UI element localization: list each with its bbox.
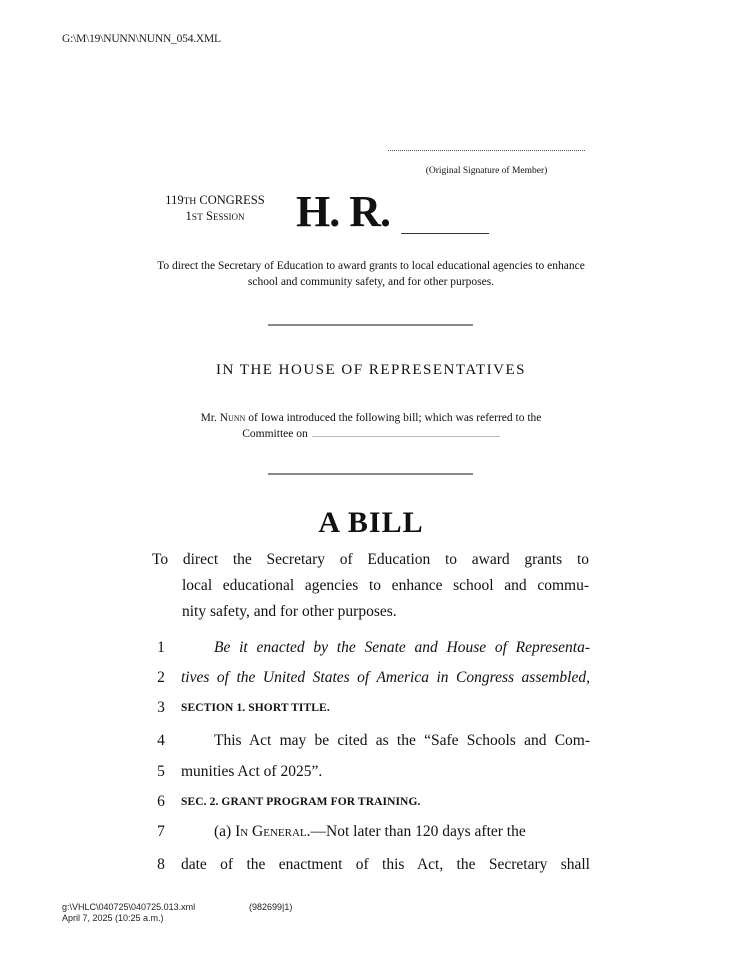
chamber-heading: IN THE HOUSE OF REPRESENTATIVES [215,362,527,378]
congress-line: 119TH CONGRESS [165,193,265,207]
line-number: 3 [157,699,165,716]
document-footer [62,902,293,924]
bill-line [150,759,590,785]
bill-text: munities Act of 2025”. [181,763,323,780]
bill-summary: To direct the Secretary of Education to award grants to local educational agencies to enhance school and community safety, and for other purposes. [157,260,585,288]
bill-line [150,789,590,815]
bill-number-prefix: H. R. [296,187,390,236]
line-number: 1 [157,639,165,656]
section-heading: SEC. 2. GRANT PROGRAM FOR TRAINING. [181,796,421,808]
footer-path: g:\VHLC\040725\040725.013.xml [62,902,196,912]
bill-number-blank [401,233,489,234]
divider-rule [268,473,473,475]
bill-line [150,695,590,721]
introduction-text: Mr. Nunn of Iowa introduced the following bill; which was referred to the Committee on [200,412,542,440]
footer-code: (982699|1) [249,902,293,912]
signature-label: (Original Signature of Member) [425,166,548,176]
bill-line [150,635,590,661]
bill-line [150,665,590,691]
subsection-heading: In General [235,823,307,840]
bill-heading: A BILL [318,506,424,539]
bill-text: This Act may be cited as the “Safe Schools and Com- [214,732,590,749]
footer-date: April 7, 2025 (10:25 a.m.) [62,913,164,923]
bill-line [150,852,590,878]
bill-line [150,728,590,754]
line-number: 6 [157,793,165,810]
line-number: 8 [157,856,165,873]
signature-line [388,150,585,151]
line-number: 2 [157,669,165,686]
line-number: 5 [157,763,165,780]
line-number: 7 [157,823,165,840]
bill-text: date of the enactment of this Act, the Secretary shall [181,856,590,873]
divider-rule [268,324,473,326]
bill-line [150,819,590,845]
enacting-clause: tives of the United States of America in Congress assembled, [181,669,590,686]
file-path-header: G:\M\19\NUNN\NUNN_054.XML [62,33,221,45]
long-title: To direct the Secretary of Education to award grants to local educational agencies to enhance school and commu- nity safety, and for other purposes. [152,551,589,620]
session-line: 1ST Session [185,209,245,223]
congress-session-block [140,193,290,225]
sponsor-name: Nunn [219,412,246,424]
bill-text: (a) In General.—Not later than 120 days after the [214,823,526,840]
committee-blank [312,427,500,437]
line-number: 4 [157,732,165,749]
section-heading: SECTION 1. SHORT TITLE. [181,702,330,714]
enacting-clause: Be it enacted by the Senate and House of Representa- [214,639,590,656]
